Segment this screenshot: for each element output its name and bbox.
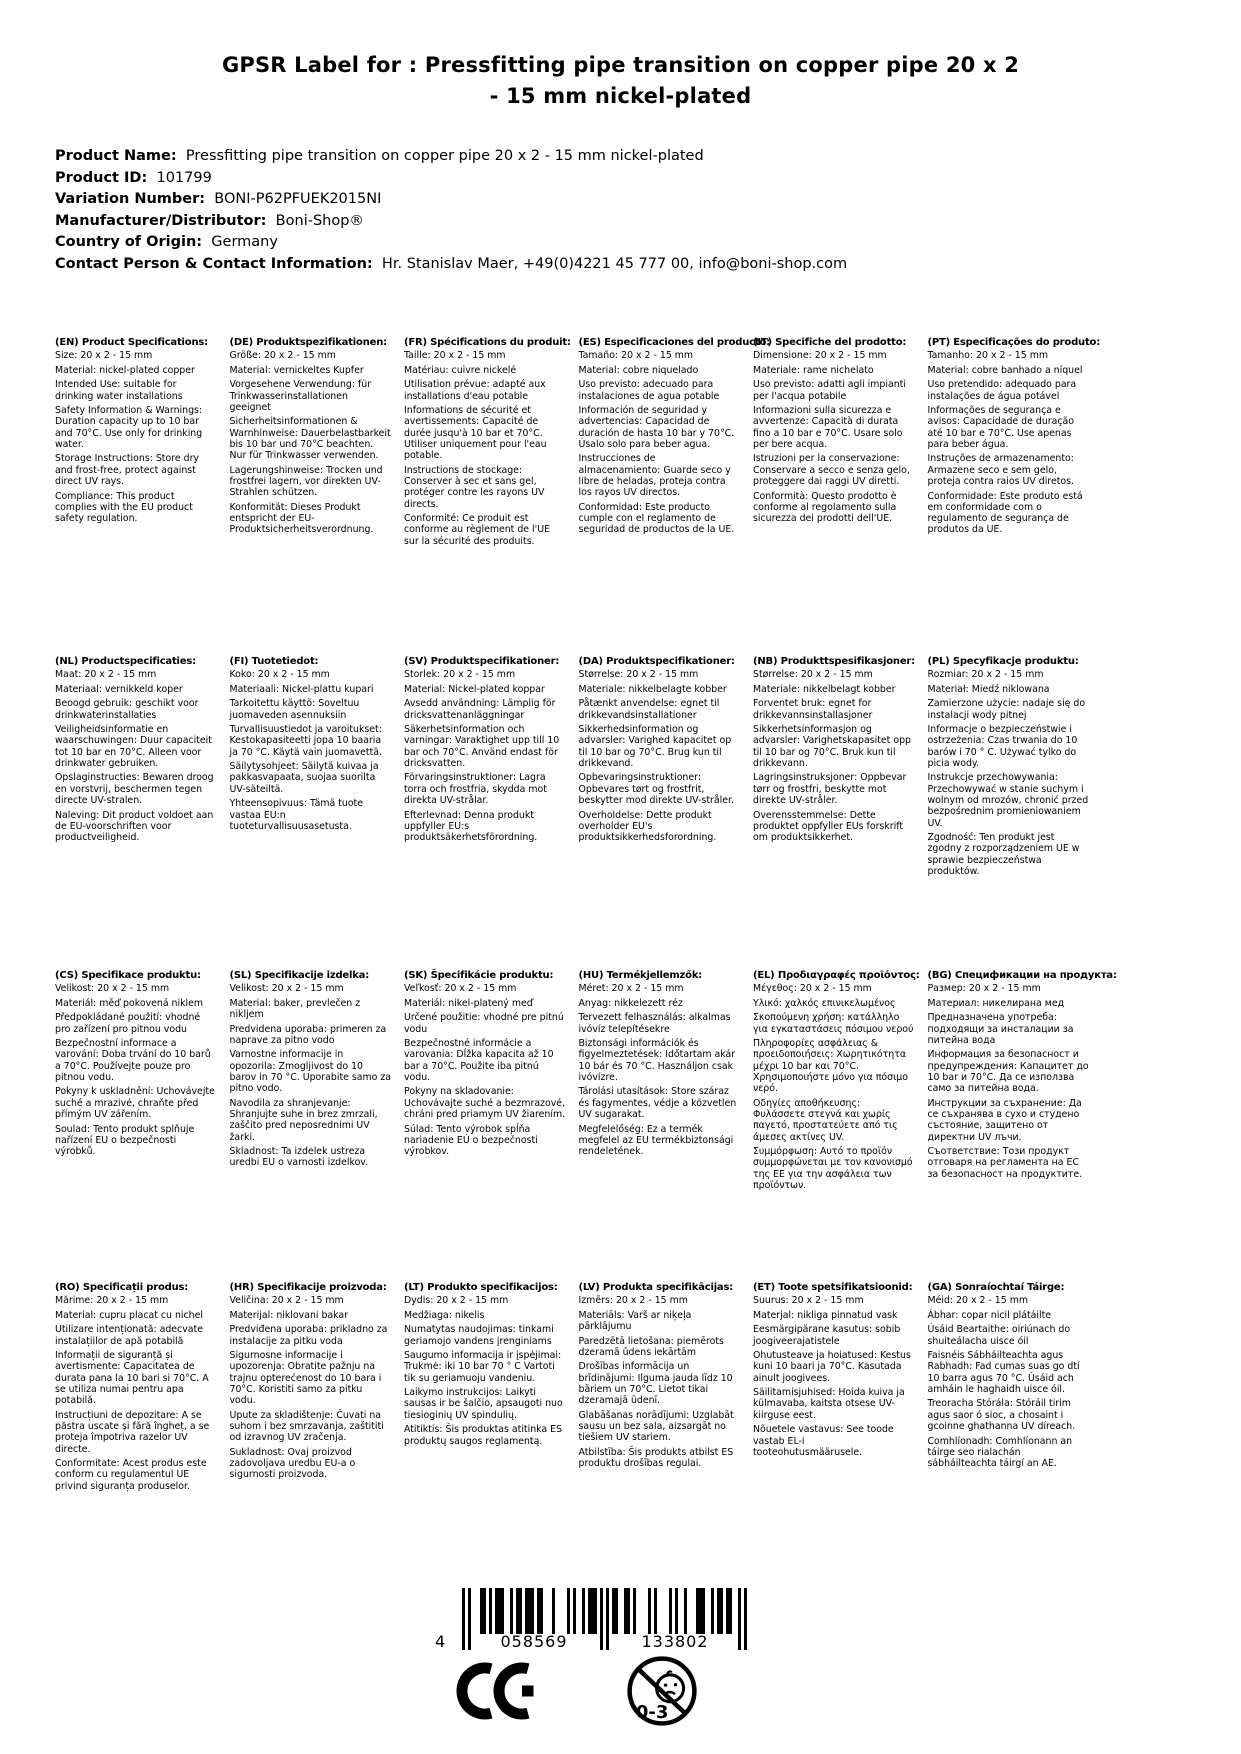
spec-paragraph: Conformitate: Acest produs este conform cu regulamentul UE privind siguranța produselor.: [55, 1458, 207, 1492]
language-block-header: (SL) Specifikacije izdelka:: [229, 970, 370, 981]
spec-paragraph: Sikkerhetsinformasjon og advarsler: Varighetskapasitet opp til 10 bar og 70°C. Bruk kun til drikkevann.: [753, 724, 911, 769]
language-block-nl: [55, 656, 230, 970]
spec-paragraph: Materiale: nikkelbelagte kobber: [578, 683, 727, 695]
spec-paragraph: Materjal: nikliga pinnatud vask: [753, 1309, 898, 1321]
page-title-line1: GPSR Label for : Pressfitting pipe transition on copper pipe 20 x 2: [221, 53, 1020, 77]
spec-paragraph: Material: cobre niquelado: [578, 364, 699, 376]
barcode-right-digits: 133802: [641, 1632, 709, 1651]
spec-paragraph: Zamierzone użycie: nadaje się do instalacji wody pitnej: [927, 698, 1086, 721]
spec-paragraph: Lagerungshinweise: Trocken und frostfrei lagern, vor direkten UV-Strahlen schützen.: [229, 464, 383, 499]
spec-paragraph: Medžiaga: nikelis: [404, 1309, 485, 1321]
spec-paragraph: Sicherheitsinformationen & Warnhinweise: Dauerbelastbarkeit bis 10 bar und 70°C beachten. Nur für Trinkwasser verwenden.: [229, 416, 391, 462]
spec-paragraph: Velikost: 20 x 2 - 15 mm: [55, 983, 170, 995]
product-info-value: Boni-Shop®: [266, 212, 364, 229]
spec-paragraph: Dydis: 20 x 2 - 15 mm: [404, 1295, 509, 1307]
language-block-header: (EN) Product Specifications:: [55, 337, 208, 348]
language-block-ga: [928, 1282, 1103, 1495]
spec-paragraph: Materiale: nikkelbelagt kobber: [753, 683, 896, 695]
spec-paragraph: Paredzētā lietošana: piemērots dzeramā ūdens iekārtām: [578, 1335, 724, 1358]
product-info-line: [55, 146, 847, 168]
spec-paragraph: Съответствие: Този продукт отговаря на регламента на ЕС за безопасност на продуктите.: [927, 1146, 1083, 1180]
spec-paragraph: Taille: 20 x 2 - 15 mm: [404, 350, 506, 362]
spec-paragraph: Υλικό: χαλκός επινικελωμένος: [753, 997, 896, 1009]
spec-paragraph: Súlad: Tento výrobok spĺňa nariadenie EÚ o bezpečnosti výrobkov.: [404, 1123, 538, 1158]
language-block-header: (DE) Produktspezifikationen:: [229, 337, 387, 348]
spec-paragraph: Påtænkt anvendelse: egnet til drikkevandsinstallationer: [578, 698, 720, 721]
spec-paragraph: Vorgesehene Verwendung: für Trinkwasserinstallationen geeignet: [229, 379, 372, 413]
spec-paragraph: Pokyny na skladovanie: Uchovávajte suché a bezmrazové, chráni pred priamym UV žiarením.: [404, 1086, 566, 1121]
spec-paragraph: Материал: никелирана мед: [927, 997, 1065, 1009]
language-block-lt: [404, 1282, 579, 1495]
spec-paragraph: Bezpečnostní informace a varování: Doba trvání do 10 barů a 70°C. Používejte pouze pro pitnou vodu.: [55, 1038, 211, 1083]
spec-paragraph: Naleving: Dit product voldoet aan de EU-voorschriften voor productveiligheid.: [55, 809, 214, 844]
language-block-header: (HU) Termékjellemzők:: [578, 970, 703, 981]
spec-paragraph: Instrucțiuni de depozitare: A se păstra uscate și fără îngheț, a se proteja împotriva razelor UV directe.: [55, 1409, 210, 1455]
language-block-header: (DA) Produktspecifikationer:: [578, 656, 735, 667]
spec-paragraph: Ohutusteave ja hoiatused: Kestus kuni 10 baari ja 70°C. Kasutada ainult joogivees.: [753, 1350, 911, 1384]
spec-paragraph: Mărime: 20 x 2 - 15 mm: [55, 1295, 169, 1307]
language-block-header: (IT) Specifiche del prodotto:: [753, 337, 907, 348]
spec-paragraph: Tamanho: 20 x 2 - 15 mm: [927, 350, 1048, 362]
spec-paragraph: Πληροφορίες ασφάλειας & προειδοποιήσεις: Χωρητικότητα μέχρι 10 bar και 70°C. Χρησιμοποιήστε μόνο για πόσιμο νερό.: [753, 1038, 908, 1095]
age-warning-text: 0-3: [635, 1702, 669, 1723]
spec-paragraph: Lagringsinstruksjoner: Oppbevar tørr og frostfri, beskytte mot direkte UV-stråler.: [753, 772, 907, 807]
spec-paragraph: Skladnost: Ta izdelek ustreza uredbi EU o varnosti izdelkov.: [229, 1146, 369, 1169]
spec-paragraph: Předpokládané použití: vhodné pro zařízení pro pitnou vodu: [55, 1012, 201, 1035]
language-block-header: (ET) Toote spetsifikatsioonid:: [753, 1282, 913, 1293]
language-block-sv: [404, 656, 579, 970]
language-block-es: [578, 337, 770, 656]
language-block-header: (FI) Tuotetiedot:: [229, 656, 319, 667]
language-block-header: (SV) Produktspecifikationer:: [404, 656, 560, 667]
product-info-label: Manufacturer/Distributor:: [55, 212, 267, 229]
language-block-header: (HR) Specifikacije proizvoda:: [229, 1282, 387, 1293]
spec-paragraph: Storage Instructions: Store dry and frost-free, protect against direct UV rays.: [55, 453, 199, 488]
spec-paragraph: Biztonsági információk és figyelmeztetések: Időtartam akár 10 bár és 70 °C. Használjon csak ivóvízre.: [578, 1038, 736, 1083]
spec-paragraph: Forventet bruk: egnet for drikkevannsinstallasjoner: [753, 698, 873, 721]
spec-paragraph: Safety Information & Warnings: Duration capacity up to 10 bar and 70°C. Use only for drinking water.: [55, 405, 203, 450]
spec-paragraph: Uso pretendido: adequado para instalações de água potável: [927, 379, 1077, 402]
product-info: [55, 146, 847, 275]
language-block-et: [753, 1282, 928, 1495]
language-block-header: (EL) Προδιαγραφές προϊόντος:: [753, 970, 920, 981]
product-info-line: [55, 211, 847, 233]
spec-paragraph: Veličina: 20 x 2 - 15 mm: [229, 1295, 344, 1307]
language-block-sk: [404, 970, 579, 1282]
spec-paragraph: Tárolási utasítások: Store száraz és fagymentes, védje a közvetlen UV sugarakat.: [578, 1086, 737, 1121]
spec-paragraph: Anyag: nikkelezett réz: [578, 997, 683, 1009]
product-info-value: Germany: [202, 234, 278, 250]
spec-paragraph: Materiał: Miedź niklowana: [927, 683, 1050, 695]
spec-paragraph: Beoogd gebruik: geschikt voor drinkwaterinstallaties: [55, 698, 199, 721]
spec-paragraph: Información de seguridad y advertencias: Capacidad de duración de hasta 10 bar y 70°C. Úsalo solo para beber agua.: [578, 405, 735, 450]
spec-paragraph: Инструкции за съхранение: Да се съхранява в сухо и студено състояние, защитено от директни UV лъчи.: [927, 1097, 1082, 1143]
language-block-pl: [928, 656, 1103, 970]
spec-paragraph: Uso previsto: adatti agli impianti per l'acqua potabile: [753, 379, 906, 402]
language-block-sl: [230, 970, 405, 1282]
language-block-header: (BG) Спецификации на продукта:: [927, 970, 1117, 981]
spec-paragraph: Предназначена употреба: подходящи за инсталации за питейна вода: [927, 1012, 1074, 1046]
language-block-it: [753, 337, 928, 656]
spec-paragraph: Yhteensopivuus: Tämä tuote vastaa EU:n tuoteturvallisuusasetusta.: [229, 798, 363, 832]
spec-paragraph: Materijal: niklovani bakar: [229, 1309, 349, 1321]
language-block-header: (PT) Especificações do produto:: [927, 337, 1101, 348]
spec-paragraph: Material: nickel-plated copper: [55, 364, 195, 376]
spec-paragraph: Méid: 20 x 2 - 15 mm: [927, 1295, 1028, 1307]
spec-paragraph: Drošības informācija un brīdinājumi: Ilguma jauda līdz 10 bāriem un 70°C. Lietot tikai dzeramajā ūdenī.: [578, 1361, 733, 1407]
spec-paragraph: Efterlevnad: Denna produkt uppfyller EU:s produktsäkerhetsförordning.: [404, 809, 538, 844]
spec-paragraph: Varnostne informacije in opozorila: Zmogljivost do 10 barov in 70 °C. Uporabite samo za pitno vodo.: [229, 1049, 392, 1095]
product-info-line: [55, 168, 847, 190]
spec-paragraph: Instrucciones de almacenamiento: Guarde seco y libre de heladas, proteja contra los rayos UV directos.: [578, 453, 731, 499]
product-info-value: BONI-P62PFUEK2015NI: [205, 191, 382, 207]
product-info-label: Product Name:: [55, 148, 177, 164]
spec-paragraph: Material: cupru placat cu nichel: [55, 1309, 203, 1321]
spec-paragraph: Οδηγίες αποθήκευσης: Φυλάσσετε στεγνά και χωρίς παγετό, προστατεύετε από τις άμεσες ακτίνες UV.: [753, 1097, 898, 1143]
spec-paragraph: Treoracha Stórála: Stóráil tirim agus saor ó sioc, a chosaint i gcoinne ghathanna UV díreach.: [927, 1398, 1076, 1433]
language-block-hu: [579, 970, 754, 1282]
spec-paragraph: Informations de sécurité et avertissements: Capacité de durée jusqu'à 10 bar et 70°C. Utiliser uniquement pour l'eau potable.: [404, 405, 547, 462]
spec-paragraph: Conformità: Questo prodotto è conforme al regolamento sulla sicurezza dei prodotti dell'UE.: [753, 490, 897, 525]
spec-paragraph: Nõuetele vastavus: See toode vastab EL-i tooteohutusmäärusele.: [753, 1424, 894, 1458]
spec-paragraph: Material: vernickeltes Kupfer: [229, 364, 364, 376]
spec-paragraph: Информация за безопасност и предупреждения: Капацитет до 10 bar и 70°C. Да се използва само за питейна вода.: [927, 1049, 1089, 1095]
language-block-header: (GA) Sonraíochtaí Táirge:: [927, 1282, 1065, 1293]
spec-paragraph: Comhlíonadh: Comhlíonann an táirge seo rialachán sábháilteachta táirgí an AE.: [927, 1435, 1073, 1470]
spec-paragraph: Laikymo instrukcijos: Laikyti sausas ir be šalčio, apsaugoti nuo tiesioginių UV spindulių.: [404, 1387, 563, 1421]
age-warning-0-3-icon: [626, 1655, 698, 1727]
page-title: [70, 50, 1171, 112]
spec-paragraph: Informazioni sulla sicurezza e avvertenze: Capacità di durata fino a 10 bar e 70°C. Usare solo per bere acqua.: [753, 405, 903, 450]
product-info-line: [55, 189, 847, 211]
product-info-label: Product ID:: [55, 169, 148, 186]
language-block-header: (NB) Produkttspesifikasjoner:: [753, 656, 915, 667]
spec-paragraph: Conformidad: Este producto cumple con el reglamento de seguridad de productos de la UE.: [578, 501, 735, 536]
spec-paragraph: Opbevaringsinstruktioner: Opbevares tørt og frostfrit, beskytter mod direkte UV-stråler.: [578, 772, 734, 807]
spec-paragraph: Saugumo informacija ir įspėjimai: Trukmė: iki 10 bar 70 ° C Vartoti tik su geriamuoju vandeniu.: [404, 1350, 562, 1384]
spec-paragraph: Conformité: Ce produit est conforme au règlement de l'UE sur la sécurité des produits.: [404, 513, 551, 547]
spec-paragraph: Συμμόρφωση: Αυτό το προϊόν συμμορφώνεται με τον κανονισμό της ΕΕ για την ασφάλεια των προϊόντων.: [753, 1146, 913, 1191]
language-block-header: (NL) Productspecificaties:: [55, 656, 196, 667]
barcode-prefix-digit: 4: [435, 1632, 446, 1651]
spec-paragraph: Atbilstība: Šis produkts atbilst ES produktu drošības regulai.: [578, 1446, 734, 1470]
spec-paragraph: Μέγεθος: 20 x 2 - 15 mm: [753, 983, 872, 995]
product-info-value: Pressfitting pipe transition on copper pipe 20 x 2 - 15 mm nickel-plated: [176, 148, 704, 164]
spec-paragraph: Méret: 20 x 2 - 15 mm: [578, 983, 684, 995]
spec-paragraph: Tervezett felhasználás: alkalmas ivóvíz telepítésekre: [578, 1012, 731, 1035]
spec-paragraph: Faisnéis Sábháilteachta agus Rabhadh: Fad cumas suas go dtí 10 barra agus 70 °C. Úsáid ach amháin le haghaidh uisce óil.: [927, 1350, 1080, 1395]
language-block-nb: [753, 656, 928, 970]
spec-paragraph: Bezpečnostné informácie a varovania: Dĺžka kapacita až 10 bar a 70°C. Použite iba pitnú vodu.: [404, 1038, 554, 1083]
spec-paragraph: Intended Use: suitable for drinking water installations: [55, 379, 183, 402]
spec-paragraph: Materiaal: vernikkeld koper: [55, 683, 183, 695]
spec-paragraph: Sikkerhedsinformation og advarsler: Varighed kapacitet op til 10 bar og 70°C. Brug kun til drikkevand.: [578, 724, 732, 769]
language-block-en: [55, 337, 230, 656]
language-block-header: (LT) Produkto specifikacijos:: [404, 1282, 558, 1293]
spec-paragraph: Atitiktis: Šis produktas atitinka ES produktų saugos reglamentą.: [404, 1424, 563, 1447]
language-block-da: [579, 656, 754, 970]
spec-paragraph: Materiāls: Varš ar niķeļa pārklājumu: [578, 1309, 692, 1333]
spec-paragraph: Veiligheidsinformatie en waarschuwingen: Duur capaciteit tot 10 bar en 70°C. Alleen voor drinkwater gebruiken.: [55, 724, 212, 769]
spec-paragraph: Informações de segurança e avisos: Capacidade de duração até 10 bar e 70°C. Use apenas para beber água.: [927, 405, 1075, 450]
product-info-label: Contact Person & Contact Information:: [55, 255, 373, 272]
spec-paragraph: Opslaginstructies: Bewaren droog en vorstvrij, beschermen tegen directe UV-stralen.: [55, 772, 214, 807]
spec-paragraph: Instruções de armazenamento: Armazene seco e sem gelo, proteja contra raios UV diretos.: [927, 453, 1075, 488]
spec-paragraph: Conformidade: Este produto está em conformidade com o regulamento de segurança de produtos da UE.: [927, 490, 1083, 536]
language-block-header: (PL) Specyfikacje produktu:: [927, 656, 1079, 667]
spec-paragraph: Turvallisuustiedot ja varoitukset: Kestokapasiteetti jopa 10 baaria ja 70 °C. Käytä vain juomavettä.: [229, 724, 382, 758]
language-block-header: (CS) Specifikace produktu:: [55, 970, 201, 981]
spec-paragraph: Navodila za shranjevanje: Shranjujte suhe in brez zmrzali, zaščito pred neposrednimi UV žarki.: [229, 1097, 378, 1143]
spec-paragraph: Ábhar: copar nicil plátáilte: [927, 1309, 1052, 1321]
spec-paragraph: Overholdelse: Dette produkt overholder EU's produktsikkerhedsforordning.: [578, 809, 717, 844]
spec-paragraph: Storlek: 20 x 2 - 15 mm: [404, 669, 516, 681]
spec-paragraph: Sigurnosne informacije i upozorenja: Obratite pažnju na trajnu opterećenost do 10 bara i 70°C. Koristiti samo za pitku vodu.: [229, 1350, 382, 1407]
spec-paragraph: Rozmiar: 20 x 2 - 15 mm: [927, 669, 1044, 681]
spec-paragraph: Förvaringsinstruktioner: Lagra torra och frostfria, skydda mot direkta UV-strålar.: [404, 772, 547, 807]
product-info-line: [55, 254, 847, 276]
spec-paragraph: Predvidena uporaba: primeren za naprave za pitno vodo: [229, 1023, 387, 1046]
spec-paragraph: Größe: 20 x 2 - 15 mm: [229, 350, 336, 362]
spec-paragraph: Tarkoitettu käyttö: Soveltuu juomaveden asennuksiin: [229, 698, 360, 721]
language-block-cs: [55, 970, 230, 1282]
spec-paragraph: Úsáid Beartaithe: oiriúnach do shuiteálacha uisce óil: [927, 1324, 1071, 1347]
spec-paragraph: Numatytas naudojimas: tinkami geriamojo vandens įrenginiams: [404, 1324, 554, 1347]
spec-paragraph: Størrelse: 20 x 2 - 15 mm: [753, 669, 873, 681]
spec-paragraph: Størrelse: 20 x 2 - 15 mm: [578, 669, 699, 681]
product-info-value: 101799: [147, 169, 212, 186]
language-block-pt: [928, 337, 1103, 656]
spec-paragraph: Utilisation prévue: adapté aux installations d'eau potable: [404, 379, 546, 402]
spec-paragraph: Utilizare intenționată: adecvate instalațiilor de apă potabilă: [55, 1324, 203, 1347]
spec-paragraph: Istruzioni per la conservazione: Conservare a secco e senza gelo, proteggere dai raggi UV diretti.: [753, 453, 910, 488]
spec-paragraph: Säkerhetsinformation och varningar: Varaktighet upp till 10 bar och 70°C. Använd endast för dricksvatten.: [404, 724, 560, 769]
language-block-fr: [404, 337, 579, 656]
spec-paragraph: Soulad: Tento produkt splňuje nařízení EU o bezpečnosti výrobků.: [55, 1123, 195, 1158]
spec-paragraph: Sukladnost: Ovaj proizvod zadovoljava uredbu EU-a o sigurnosti proizvoda.: [229, 1446, 356, 1481]
spec-paragraph: Размер: 20 x 2 - 15 mm: [927, 983, 1041, 995]
spec-paragraph: Suurus: 20 x 2 - 15 mm: [753, 1295, 864, 1307]
spec-paragraph: Materiál: měď pokovená niklem: [55, 997, 204, 1009]
spec-paragraph: Materiaali: Nickel-plattu kupari: [229, 683, 374, 695]
spec-paragraph: Koko: 20 x 2 - 15 mm: [229, 669, 330, 681]
spec-paragraph: Velikost: 20 x 2 - 15 mm: [229, 983, 344, 995]
language-grid: [55, 337, 1117, 1495]
spec-paragraph: Uso previsto: adecuado para instalaciones de agua potable: [578, 379, 720, 402]
spec-paragraph: Matériau: cuivre nickelé: [404, 364, 517, 376]
language-block-el: [753, 970, 928, 1282]
language-block-bg: [927, 970, 1117, 1282]
language-block-hr: [230, 1282, 405, 1495]
spec-paragraph: Upute za skladištenje: Čuvati na suhom i bez smrzavanja, zaštititi od izravnog UV zračenja.: [229, 1409, 384, 1444]
language-block-header: (SK) Špecifikácie produktu:: [404, 970, 554, 981]
spec-paragraph: Instructions de stockage: Conserver à sec et sans gel, protéger contre les rayons UV directs.: [404, 464, 545, 510]
language-block-ro: [55, 1282, 230, 1495]
spec-paragraph: Konformität: Dieses Produkt entspricht der EU-Produktsicherheitsverordnung.: [229, 501, 374, 536]
spec-paragraph: Avsedd användning: Lämplig för dricksvattenanläggningar: [404, 698, 556, 721]
language-block-de: [230, 337, 405, 656]
spec-paragraph: Zgodność: Ten produkt jest zgodny z rozporządzeniem UE w sprawie bezpieczeństwa produktów.: [927, 832, 1080, 877]
page-title-line2: - 15 mm nickel-plated: [489, 84, 752, 108]
spec-paragraph: Informații de siguranță și avertismente: Capacitatea de durata pana la 10 bari si 70°C. A se utiliza numai pentru apa potabilă.: [55, 1350, 209, 1407]
spec-paragraph: Size: 20 x 2 - 15 mm: [55, 350, 153, 362]
product-info-label: Country of Origin:: [55, 234, 203, 250]
ce-marking-icon: [456, 1662, 536, 1720]
spec-paragraph: Tamaño: 20 x 2 - 15 mm: [578, 350, 694, 362]
language-block-header: (RO) Specificații produs:: [55, 1282, 189, 1293]
spec-paragraph: Material: Nickel-plated koppar: [404, 683, 545, 695]
spec-paragraph: Compliance: This product complies with the EU product safety regulation.: [55, 490, 193, 525]
spec-paragraph: Eesmärgipärane kasutus: sobib joogiveerajatistele: [753, 1324, 901, 1347]
spec-paragraph: Materiale: rame nichelato: [753, 364, 874, 376]
spec-paragraph: Izmērs: 20 x 2 - 15 mm: [578, 1295, 688, 1307]
spec-paragraph: Glabāšanas norādījumi: Uzglabāt sausu un bez sala, aizsargāt no tiešiem UV stariem.: [578, 1409, 734, 1444]
spec-paragraph: Predviđena uporaba: prikladno za instalacije za pitku voda: [229, 1324, 388, 1347]
spec-paragraph: Overensstemmelse: Dette produktet oppfyller EUs forskrift om produktsikkerhet.: [753, 809, 904, 844]
spec-paragraph: Veľkosť: 20 x 2 - 15 mm: [404, 983, 517, 995]
product-info-value: Hr. Stanislav Maer, +49(0)4221 45 777 00, info@boni-shop.com: [372, 255, 848, 272]
spec-paragraph: Instrukcje przechowywania: Przechowywać w stanie suchym i wolnym od mrozów, chronić przed bezpośrednim promieniowaniem UV.: [927, 772, 1089, 829]
language-block-fi: [230, 656, 405, 970]
spec-paragraph: Σκοπούμενη χρήση: κατάλληλο για εγκαταστάσεις πόσιμου νερού: [753, 1012, 914, 1035]
spec-paragraph: Určené použitie: vhodné pre pitnú vodu: [404, 1012, 564, 1035]
language-block-lv: [579, 1282, 754, 1495]
spec-paragraph: Maat: 20 x 2 - 15 mm: [55, 669, 157, 681]
spec-paragraph: Materiál: nikel-platený meď: [404, 997, 533, 1009]
language-block-header: (ES) Especificaciones del producto:: [578, 337, 770, 348]
ean13-barcode: [435, 1588, 747, 1652]
language-block-header: (LV) Produkta specifikācijas:: [578, 1282, 734, 1293]
spec-paragraph: Megfelelőség: Ez a termék megfelel az EU termékbiztonsági rendeletének.: [578, 1123, 734, 1158]
spec-paragraph: Dimensione: 20 x 2 - 15 mm: [753, 350, 887, 362]
product-info-label: Variation Number:: [55, 191, 206, 207]
product-info-line: [55, 232, 847, 254]
spec-paragraph: Pokyny k uskladnění: Uchovávejte suché a mrazivé, chraňte před přímým UV zářením.: [55, 1086, 215, 1121]
barcode-left-digits: 058569: [500, 1632, 568, 1651]
spec-paragraph: Informacje o bezpieczeństwie i ostrzeżenia: Czas trwania do 10 barów i 70 ° C. Używać tylko do picia wody.: [927, 724, 1078, 769]
spec-paragraph: Säilitamisjuhised: Hoida kuiva ja külmavaba, kaitsta otsese UV-kiirguse eest.: [753, 1387, 905, 1421]
spec-paragraph: Material: baker, prevlečen z nikljem: [229, 997, 361, 1021]
spec-paragraph: Säilytysohjeet: Säilytä kuivaa ja pakkasvapaata, suojaa suorilta UV-säteiltä.: [229, 761, 379, 795]
spec-paragraph: Material: cobre banhado a níquel: [927, 364, 1083, 376]
language-block-header: (FR) Spécifications du produit:: [404, 337, 571, 348]
